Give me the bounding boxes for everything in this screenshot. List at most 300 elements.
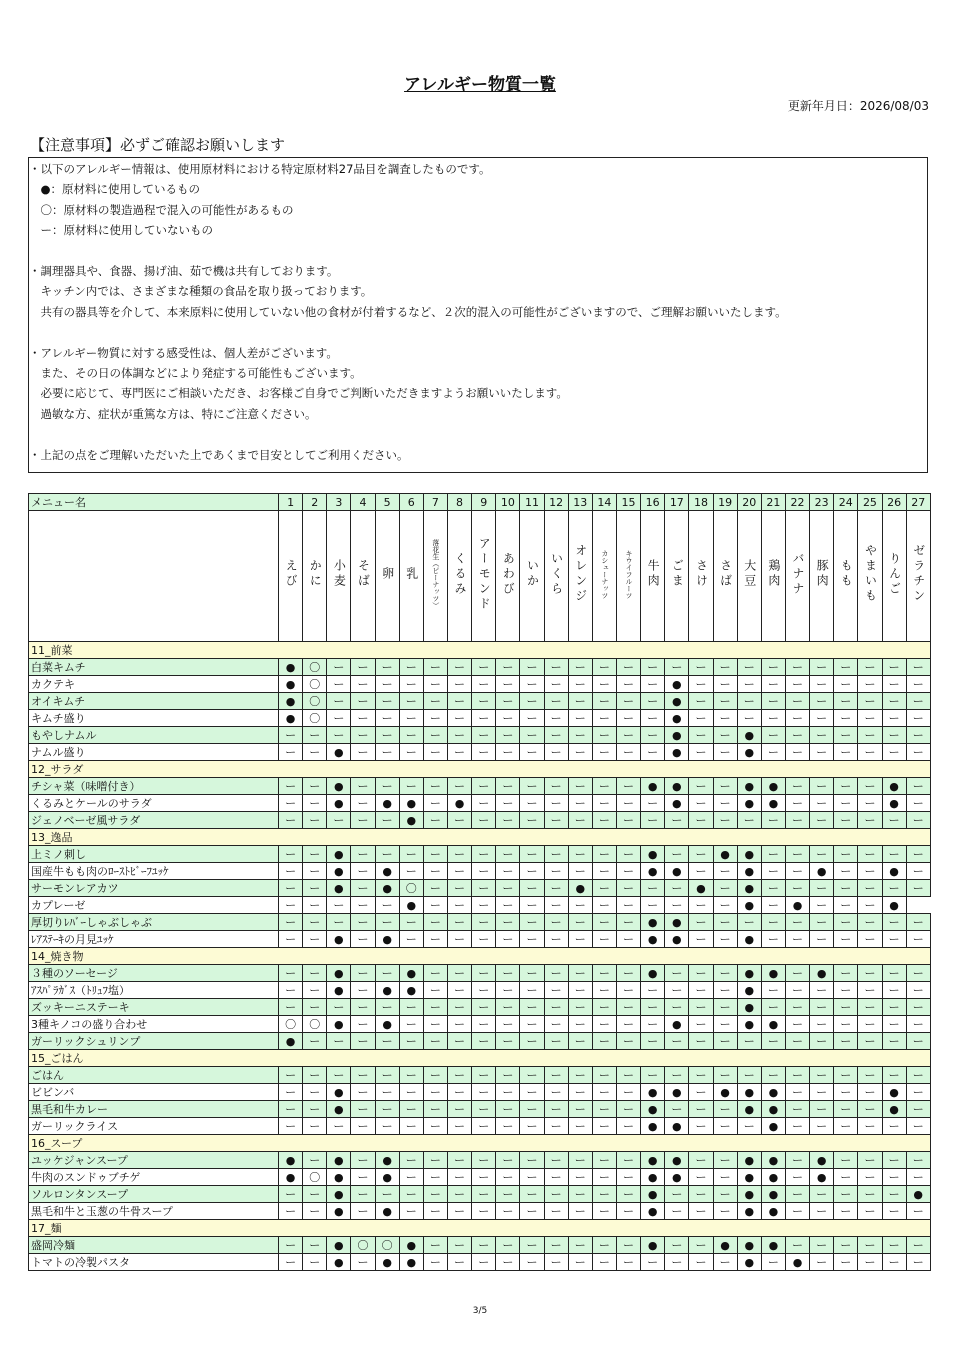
allergen-name: あわび [501, 551, 516, 597]
allergen-mark: ● [689, 880, 713, 897]
allergen-mark: ー [375, 778, 399, 795]
allergen-mark: ー [882, 1237, 906, 1254]
allergen-mark: ー [810, 1084, 834, 1101]
menu-row [29, 1016, 931, 1033]
allergen-mark: ー [472, 982, 496, 999]
allergen-mark: 〇 [351, 1237, 375, 1254]
allergen-mark: ● [641, 914, 665, 931]
allergen-mark: ー [592, 727, 616, 744]
allergen-number: 26 [882, 494, 906, 511]
allergen-mark: ー [689, 676, 713, 693]
menu-name: ｱｽﾊﾟﾗｶﾞｽ（ﾄﾘｭﾌ塩） [29, 982, 279, 999]
allergen-mark: ー [544, 693, 568, 710]
allergen-mark: ー [785, 999, 809, 1016]
allergen-mark: ー [616, 1186, 640, 1203]
allergen-mark: ー [592, 795, 616, 812]
allergen-mark: ー [423, 863, 447, 880]
allergen-mark: ー [472, 659, 496, 676]
allergen-mark: ー [713, 1169, 737, 1186]
allergen-mark: ー [592, 982, 616, 999]
allergen-mark: ー [689, 863, 713, 880]
allergen-number: 7 [423, 494, 447, 511]
notice-line: 必要に応じて、専門医にご相談いただき、お客様ご自身でご判断いただきますようお願いいたします。 [29, 386, 568, 401]
allergen-mark: ー [472, 1186, 496, 1203]
allergen-mark: ー [472, 676, 496, 693]
allergen-mark: ー [785, 931, 809, 948]
allergen-mark: ー [351, 1033, 375, 1050]
allergen-mark: ー [713, 914, 737, 931]
allergen-mark: ー [303, 744, 327, 761]
allergen-mark: ー [834, 676, 858, 693]
allergen-mark: ー [665, 999, 689, 1016]
allergen-mark: ● [737, 1203, 761, 1220]
allergen-mark: ー [279, 1186, 303, 1203]
allergen-mark: ー [423, 710, 447, 727]
allergen-mark: 〇 [279, 1016, 303, 1033]
allergen-mark: ー [423, 1237, 447, 1254]
allergen-mark: ー [713, 1152, 737, 1169]
allergen-mark: ー [713, 744, 737, 761]
allergen-mark: ー [423, 744, 447, 761]
allergen-mark: ー [641, 812, 665, 829]
allergen-name-cell [544, 511, 568, 642]
allergen-mark: ー [665, 1254, 689, 1271]
allergen-mark: ー [641, 1016, 665, 1033]
allergen-mark: ー [423, 1152, 447, 1169]
menu-row [29, 1067, 931, 1084]
allergen-mark: ● [713, 1237, 737, 1254]
allergen-name: 卵 [380, 566, 395, 582]
allergen-mark: ー [423, 778, 447, 795]
allergen-mark: ● [327, 931, 351, 948]
allergen-mark: ー [472, 1101, 496, 1118]
allergen-mark: ー [399, 931, 423, 948]
allergen-mark: ー [279, 1254, 303, 1271]
allergen-mark: ー [906, 812, 930, 829]
allergen-mark: ー [399, 727, 423, 744]
allergen-mark: ー [616, 1118, 640, 1135]
allergen-mark: ー [713, 897, 737, 914]
allergen-mark: ー [496, 1152, 520, 1169]
notice-line: また、その日の体調などにより発症する可能性もございます。 [29, 366, 362, 380]
allergen-mark: ー [882, 1067, 906, 1084]
allergen-mark: ー [544, 982, 568, 999]
allergen-mark: ー [496, 880, 520, 897]
allergen-mark: ー [737, 1118, 761, 1135]
allergen-mark: ー [641, 999, 665, 1016]
allergen-mark: ー [375, 1186, 399, 1203]
allergen-mark: ー [544, 863, 568, 880]
allergen-mark: ー [737, 659, 761, 676]
allergen-mark: ー [327, 1067, 351, 1084]
menu-name: ユッケジャンスープ [29, 1152, 279, 1169]
header-row-numbers [29, 494, 931, 511]
allergen-mark: ー [303, 965, 327, 982]
menu-row [29, 1169, 931, 1186]
allergen-mark: ー [616, 965, 640, 982]
allergen-mark: ● [737, 1016, 761, 1033]
allergen-mark: ー [423, 693, 447, 710]
allergen-mark: ー [496, 863, 520, 880]
allergen-mark: ー [520, 1118, 544, 1135]
allergen-mark: ー [423, 931, 447, 948]
allergen-mark: ー [472, 1203, 496, 1220]
menu-row [29, 1152, 931, 1169]
allergen-mark: ー [713, 1067, 737, 1084]
allergen-mark: ー [303, 1186, 327, 1203]
menu-row [29, 1203, 931, 1220]
allergen-mark: ー [303, 1101, 327, 1118]
allergen-mark: ー [472, 1084, 496, 1101]
allergen-mark: ー [520, 914, 544, 931]
allergen-mark: ● [641, 1118, 665, 1135]
allergen-mark: ー [351, 727, 375, 744]
allergen-mark: ー [279, 880, 303, 897]
allergen-mark: ー [399, 1016, 423, 1033]
allergen-name-cell [713, 511, 737, 642]
allergen-mark: ● [882, 795, 906, 812]
allergen-mark: ー [327, 914, 351, 931]
allergen-name-cell [472, 511, 496, 642]
allergen-mark: ー [472, 778, 496, 795]
allergen-number: 15 [616, 494, 640, 511]
allergen-mark: ー [472, 1152, 496, 1169]
allergen-mark: ー [496, 676, 520, 693]
allergen-mark: ー [375, 693, 399, 710]
allergen-mark: ー [447, 1254, 471, 1271]
allergen-mark: ー [568, 1237, 592, 1254]
allergen-mark: ● [641, 931, 665, 948]
allergen-mark: ー [447, 897, 471, 914]
allergen-mark: ● [279, 1033, 303, 1050]
allergen-mark: ● [327, 795, 351, 812]
allergen-mark: ー [785, 659, 809, 676]
allergen-mark: ● [882, 863, 906, 880]
allergen-mark: ● [327, 1016, 351, 1033]
allergen-mark: ー [785, 744, 809, 761]
allergen-mark: ー [592, 1067, 616, 1084]
section-row [29, 1135, 931, 1152]
allergen-mark: ー [592, 744, 616, 761]
allergen-mark: ー [761, 676, 785, 693]
allergen-name-cell [423, 511, 447, 642]
allergen-mark: ー [447, 1169, 471, 1186]
allergen-mark: ー [834, 863, 858, 880]
allergen-mark: ー [520, 897, 544, 914]
allergen-mark: ー [303, 1203, 327, 1220]
notice-line: ●：原材料に使用しているもの [29, 182, 201, 197]
menu-name: 盛岡冷麺 [29, 1237, 279, 1254]
allergen-mark: ー [520, 965, 544, 982]
allergen-mark: ー [785, 880, 809, 897]
allergen-mark: ー [689, 744, 713, 761]
allergen-mark: ー [496, 1101, 520, 1118]
allergen-mark: ー [592, 931, 616, 948]
allergen-mark: 〇 [303, 676, 327, 693]
menu-name: くるみとケールのサラダ [29, 795, 279, 812]
allergen-mark: ー [689, 1016, 713, 1033]
menu-name: ズッキーニステーキ [29, 999, 279, 1016]
allergen-mark: ー [689, 778, 713, 795]
allergen-mark: ● [737, 744, 761, 761]
allergen-mark: ● [737, 863, 761, 880]
allergen-mark: ー [399, 744, 423, 761]
allergen-mark: ー [665, 1186, 689, 1203]
allergen-mark: ー [568, 999, 592, 1016]
allergen-mark: ー [834, 1152, 858, 1169]
allergen-mark: ー [906, 795, 930, 812]
allergen-mark: ● [375, 1254, 399, 1271]
allergen-mark: ー [399, 1186, 423, 1203]
allergen-mark: ● [327, 863, 351, 880]
allergen-mark: ー [375, 659, 399, 676]
allergen-mark: ー [303, 1033, 327, 1050]
menu-row [29, 693, 931, 710]
allergen-mark: ● [399, 965, 423, 982]
allergen-mark: ー [882, 812, 906, 829]
allergen-name: 大豆 [742, 559, 757, 589]
allergen-mark: ー [351, 1186, 375, 1203]
menu-row [29, 727, 931, 744]
allergen-mark: ー [906, 880, 930, 897]
allergen-mark: ー [882, 914, 906, 931]
allergen-mark: ー [375, 1101, 399, 1118]
allergen-mark: ー [544, 1186, 568, 1203]
allergen-mark: ー [592, 1033, 616, 1050]
allergen-mark: ● [761, 1152, 785, 1169]
allergen-mark: ー [351, 931, 375, 948]
allergen-mark: ● [641, 1152, 665, 1169]
allergen-mark: ー [472, 846, 496, 863]
allergen-mark: ● [375, 1203, 399, 1220]
allergen-mark: ー [761, 914, 785, 931]
allergen-mark: ー [810, 846, 834, 863]
allergen-mark: ー [520, 1237, 544, 1254]
allergen-mark: ー [423, 1118, 447, 1135]
allergen-mark: ● [279, 1169, 303, 1186]
allergen-name: さば [718, 559, 733, 589]
allergen-mark: ー [496, 1237, 520, 1254]
allergen-mark: ー [592, 1237, 616, 1254]
allergen-mark: ー [447, 659, 471, 676]
allergen-mark: ー [858, 999, 882, 1016]
allergen-mark: ー [592, 659, 616, 676]
allergen-mark: ー [713, 1254, 737, 1271]
menu-row [29, 982, 931, 999]
allergen-mark: ー [689, 1101, 713, 1118]
section-title: 16_スープ [29, 1135, 931, 1152]
allergen-mark: ー [713, 1016, 737, 1033]
allergen-mark: ● [761, 795, 785, 812]
allergen-mark: ー [689, 1033, 713, 1050]
notice-line: ・アレルギー物質に対する感受性は、個人差がございます。 [29, 345, 338, 360]
allergen-mark: ● [327, 778, 351, 795]
allergen-mark: ー [568, 727, 592, 744]
allergen-mark: ー [616, 982, 640, 999]
allergen-mark: ー [810, 1254, 834, 1271]
allergen-mark: ● [882, 1101, 906, 1118]
allergen-mark: ー [447, 1033, 471, 1050]
allergen-mark: ー [858, 795, 882, 812]
allergen-mark: ー [689, 1254, 713, 1271]
menu-name: ビビンバ [29, 1084, 279, 1101]
allergen-mark: ー [858, 727, 882, 744]
allergen-name: ゼラチン [911, 544, 926, 604]
allergen-mark: ー [544, 1169, 568, 1186]
allergen-number: 22 [785, 494, 809, 511]
allergen-mark: ー [447, 727, 471, 744]
allergen-number: 24 [834, 494, 858, 511]
allergen-mark: ー [279, 812, 303, 829]
allergen-name-cell [568, 511, 592, 642]
allergen-mark: ● [375, 880, 399, 897]
menu-name: サーモンレアカツ [29, 880, 279, 897]
allergen-mark: ー [665, 812, 689, 829]
allergen-mark: ー [423, 727, 447, 744]
allergen-mark: ー [689, 812, 713, 829]
allergen-mark: ー [810, 778, 834, 795]
allergen-mark: ● [641, 1203, 665, 1220]
allergen-mark: ー [472, 744, 496, 761]
allergen-mark: ー [472, 1033, 496, 1050]
allergen-mark: ー [858, 1203, 882, 1220]
allergen-mark: ー [906, 1101, 930, 1118]
allergen-mark: ー [858, 914, 882, 931]
allergen-mark: ー [906, 1016, 930, 1033]
allergen-mark: ● [761, 1101, 785, 1118]
allergen-mark: ● [737, 846, 761, 863]
menu-name: 白菜キムチ [29, 659, 279, 676]
allergen-mark: ー [544, 1033, 568, 1050]
allergen-name-cell [641, 511, 665, 642]
allergen-mark: 〇 [375, 1237, 399, 1254]
notice-line: 共有の器具等を介して、本来原料に使用していない他の食材が付着するなど、２次的混入の可能性がございますので、ご理解お願いいたします。 [29, 304, 787, 319]
allergen-mark: ー [592, 1254, 616, 1271]
allergen-name: やまいも [863, 544, 878, 604]
allergen-mark: ー [834, 999, 858, 1016]
allergen-mark: ー [568, 1254, 592, 1271]
allergen-mark: ー [785, 914, 809, 931]
allergen-mark: ー [447, 1084, 471, 1101]
allergen-mark: ー [906, 1084, 930, 1101]
allergen-mark: ー [785, 1203, 809, 1220]
allergen-name-cell [616, 511, 640, 642]
allergen-mark: ー [351, 693, 375, 710]
notice-line: ・以下のアレルギー情報は、使用原材料における特定原材料27品目を調査したものです。 [29, 162, 491, 176]
allergen-mark: ー [520, 710, 544, 727]
menu-row [29, 744, 931, 761]
menu-row [29, 1237, 931, 1254]
allergen-mark: ー [520, 795, 544, 812]
allergen-mark: ー [447, 710, 471, 727]
allergen-mark: ー [858, 931, 882, 948]
allergen-mark: ー [858, 1152, 882, 1169]
allergen-name: いくら [549, 551, 564, 597]
allergen-number: 23 [810, 494, 834, 511]
allergen-mark: ー [423, 1254, 447, 1271]
allergen-mark: ー [785, 1084, 809, 1101]
allergen-number: 8 [447, 494, 471, 511]
allergen-mark: ー [737, 710, 761, 727]
allergen-mark: ー [399, 1101, 423, 1118]
allergen-name-cell [665, 511, 689, 642]
allergen-mark: ● [737, 1152, 761, 1169]
allergen-mark: ー [810, 744, 834, 761]
allergen-mark: ー [616, 676, 640, 693]
allergen-mark: ● [327, 1152, 351, 1169]
allergen-mark: ー [641, 659, 665, 676]
allergen-mark: ー [834, 1016, 858, 1033]
menu-row [29, 1186, 931, 1203]
allergen-mark: ー [810, 1016, 834, 1033]
allergen-mark: ー [303, 880, 327, 897]
allergen-mark: ー [544, 914, 568, 931]
allergen-mark: ー [496, 1084, 520, 1101]
allergen-mark: ー [544, 1254, 568, 1271]
allergen-mark: ● [665, 1084, 689, 1101]
allergen-mark: ー [568, 965, 592, 982]
allergen-mark: ー [713, 1203, 737, 1220]
allergen-number: 10 [496, 494, 520, 511]
menu-name: ３種のソーセージ [29, 965, 279, 982]
allergen-mark: ー [785, 1186, 809, 1203]
menu-row [29, 1084, 931, 1101]
allergen-mark: ー [689, 1169, 713, 1186]
allergen-mark: ー [327, 727, 351, 744]
menu-name: 黒毛和牛カレー [29, 1101, 279, 1118]
allergen-mark: ー [713, 880, 737, 897]
allergen-number: 20 [737, 494, 761, 511]
allergen-mark: ー [520, 1186, 544, 1203]
allergen-mark: ー [375, 1067, 399, 1084]
allergen-mark: ー [544, 965, 568, 982]
allergen-mark: ー [447, 1016, 471, 1033]
menu-row [29, 863, 931, 880]
allergen-name-cell [882, 511, 906, 642]
allergen-mark: ー [472, 863, 496, 880]
allergen-mark: ● [327, 1101, 351, 1118]
allergen-mark: ー [351, 812, 375, 829]
allergen-mark: ー [713, 710, 737, 727]
allergen-mark: ー [689, 1084, 713, 1101]
allergen-mark: ● [665, 710, 689, 727]
allergen-mark: ー [399, 693, 423, 710]
allergen-mark: ー [810, 727, 834, 744]
allergen-mark: ー [351, 1254, 375, 1271]
allergen-mark: ー [399, 1169, 423, 1186]
allergen-mark: ー [520, 1016, 544, 1033]
allergen-number: 5 [375, 494, 399, 511]
allergen-mark: 〇 [399, 880, 423, 897]
allergen-mark: ー [279, 1067, 303, 1084]
allergen-mark: ー [472, 1118, 496, 1135]
allergen-mark: ー [327, 1118, 351, 1135]
allergen-mark: ー [713, 795, 737, 812]
allergen-mark: ー [544, 1118, 568, 1135]
allergen-mark: 〇 [303, 693, 327, 710]
allergen-name-cell [496, 511, 520, 642]
allergen-mark: ー [568, 863, 592, 880]
menu-row [29, 1118, 931, 1135]
allergen-mark: ー [906, 1067, 930, 1084]
menu-name: 国産牛もも肉のﾛｰｽﾄﾋﾞｰﾌﾕｯｹ [29, 863, 279, 880]
section-title: 17_麺 [29, 1220, 931, 1237]
allergen-mark: ー [810, 676, 834, 693]
allergen-mark: ー [279, 744, 303, 761]
allergen-mark: ー [641, 795, 665, 812]
allergen-mark: ー [423, 1033, 447, 1050]
allergen-mark: ー [423, 965, 447, 982]
